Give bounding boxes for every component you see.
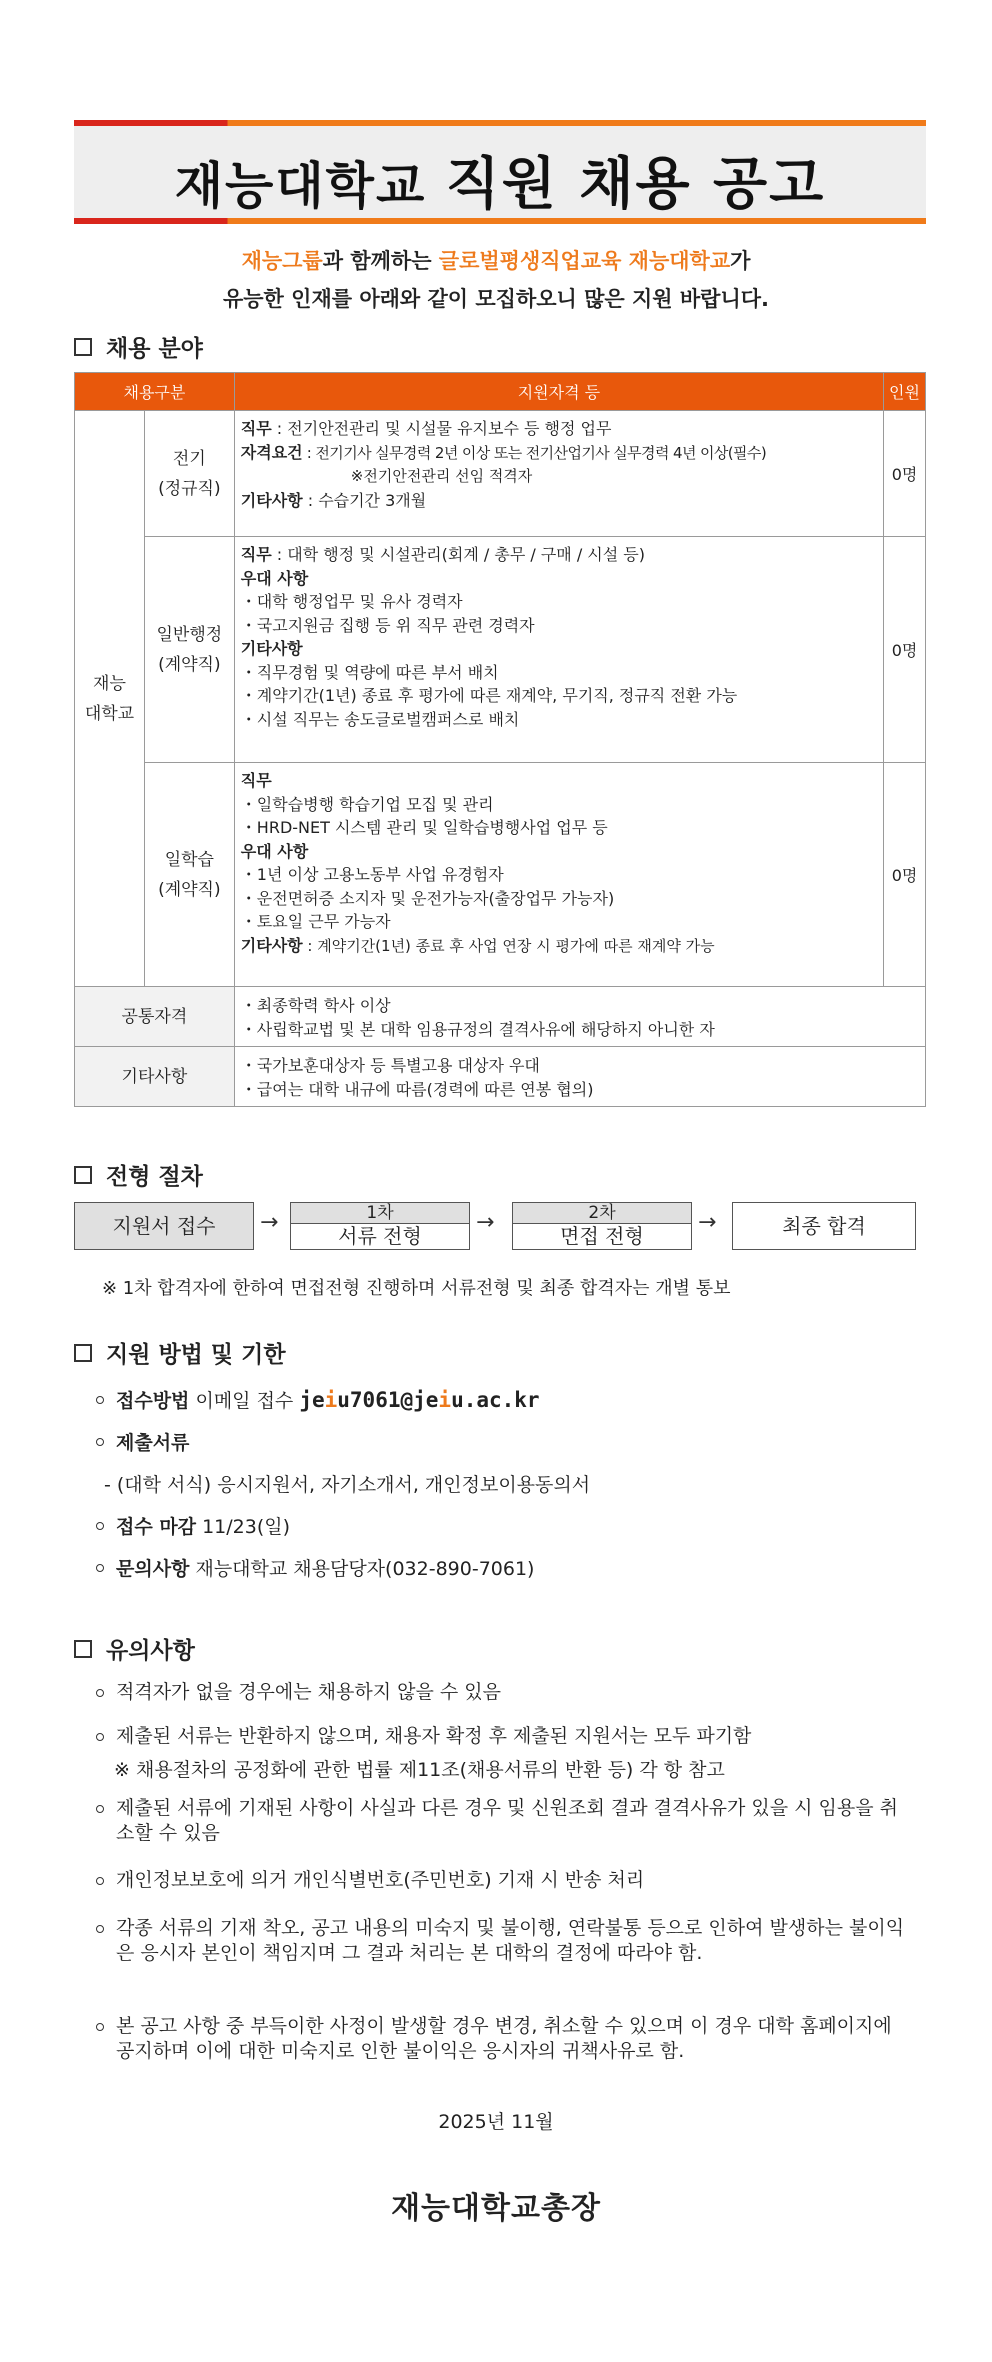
duty-text: : 전기안전관리 및 시설물 유지보수 등 행정 업무 bbox=[271, 419, 612, 438]
circle-bullet-icon bbox=[96, 1438, 104, 1446]
banner-top-bar bbox=[74, 120, 926, 126]
notice-date: 2025년 11월 bbox=[438, 2111, 554, 2133]
req-label: 자격요건 bbox=[240, 442, 303, 462]
step-final: 최종 합격 bbox=[732, 1202, 916, 1250]
duty-item: ・일학습병행 학습기업 모집 및 관리 bbox=[240, 794, 494, 814]
qualification-cell bbox=[234, 537, 883, 763]
intro-school: 글로벌평생직업교육 재능대학교 bbox=[438, 249, 731, 273]
stage-1: 1차 bbox=[290, 1202, 470, 1224]
email-part-b: i bbox=[324, 1388, 338, 1412]
other-item: ・국가보훈대상자 등 특별고용 대상자 우대 bbox=[240, 1056, 540, 1075]
type-line2: (계약직) bbox=[158, 879, 221, 900]
circle-bullet-icon bbox=[96, 1925, 104, 1933]
duty-label: 직무 bbox=[240, 771, 272, 790]
arrow-icon: → bbox=[260, 1210, 279, 1235]
pref-label: 우대 사항 bbox=[240, 841, 309, 861]
duty-item: ・HRD-NET 시스템 관리 및 일학습병행사업 업무 등 bbox=[240, 818, 608, 837]
req-note: ※전기안전관리 선임 적격자 bbox=[350, 467, 533, 485]
duty-label: 직무 bbox=[240, 419, 272, 438]
type-cell bbox=[144, 763, 234, 987]
section-recruit-heading bbox=[74, 330, 203, 363]
etc-item: ・계약기간(1년) 종료 후 평가에 따른 재계약, 무기직, 정규직 전환 가능 bbox=[240, 686, 738, 705]
org-cell bbox=[75, 411, 145, 987]
caution-text: 제출된 서류에 기재된 사항이 사실과 다른 경우 및 신원조회 결과 결격사유가 있을 시 임용을 취소할 수 있음 bbox=[116, 1797, 899, 1844]
etc-label: 기타사항 bbox=[240, 935, 303, 955]
caution-note-text: ※ 채용절차의 공정화에 관한 법률 제11조(채용서류의 반환 등) 각 항 참고 bbox=[114, 1759, 725, 1781]
etc-label: 기타사항 bbox=[240, 490, 303, 510]
table-row bbox=[75, 763, 926, 987]
contact-text: 재능대학교 채용담당자(032-890-7061) bbox=[189, 1558, 535, 1580]
docs-label: 제출서류 bbox=[116, 1432, 190, 1454]
circle-bullet-icon bbox=[96, 1877, 104, 1885]
caution-item bbox=[96, 1916, 916, 1966]
intro-group: 재능그룹 bbox=[241, 249, 323, 273]
method-label: 접수방법 bbox=[116, 1390, 190, 1412]
caution-text: 본 공고 사항 중 부득이한 사정이 발생할 경우 변경, 취소할 수 있으며 이 경우 대학 홈페이지에 공지하며 이에 대한 미숙지로 인한 불이익은 응시자의 귀책사유로 함. bbox=[116, 2015, 892, 2062]
count-cell: 0명 bbox=[884, 763, 926, 987]
caution-item bbox=[96, 1680, 916, 1705]
common-label: 공통자격 bbox=[75, 987, 235, 1047]
circle-bullet-icon bbox=[96, 1689, 104, 1697]
caution-item bbox=[96, 1868, 916, 1893]
pref-item: ・운전면허증 소지자 및 운전가능자(출장업무 가능자) bbox=[240, 888, 615, 908]
pref-item: ・국고지원금 집행 등 위 직무 관련 경력자 bbox=[240, 615, 535, 635]
etc-text: : 수습기간 3개월 bbox=[302, 490, 427, 510]
intro-text-d: 가 bbox=[730, 249, 751, 273]
section-process-label: 전형 절차 bbox=[106, 1164, 203, 1190]
common-cell bbox=[234, 987, 925, 1047]
header-category: 채용구분 bbox=[75, 373, 235, 411]
type-line1: 일반행정 bbox=[156, 624, 223, 645]
circle-bullet-icon bbox=[96, 1522, 104, 1530]
apply-deadline bbox=[96, 1512, 290, 1539]
table-header-row bbox=[75, 373, 926, 411]
section-caution-heading bbox=[74, 1632, 195, 1665]
intro-line2: 유능한 인재를 아래와 같이 모집하오니 많은 지원 바랍니다. bbox=[222, 287, 770, 311]
table-row-other bbox=[75, 1047, 926, 1107]
common-item: ・사립학교법 및 본 대학 임용규정의 결격사유에 해당하지 아니한 자 bbox=[240, 1019, 715, 1039]
req-text: : 전기기사 실무경력 2년 이상 또는 전기산업기사 실무경력 4년 이상(필수) bbox=[302, 443, 767, 462]
common-item: ・최종학력 학사 이상 bbox=[240, 996, 391, 1015]
table-row-common bbox=[75, 987, 926, 1047]
other-item: ・급여는 대학 내규에 따름(경력에 따른 연봉 협의) bbox=[240, 1079, 594, 1099]
header-qualification: 지원자격 등 bbox=[234, 373, 883, 411]
etc-item: ・시설 직무는 송도글로벌캠퍼스로 배치 bbox=[240, 709, 520, 729]
deadline-label: 접수 마감 bbox=[116, 1516, 197, 1538]
etc-text: : 계약기간(1년) 종료 후 사업 연장 시 평가에 따른 재계약 가능 bbox=[302, 936, 715, 955]
square-bullet-icon bbox=[74, 1344, 92, 1362]
contact-label: 문의사항 bbox=[116, 1558, 190, 1580]
type-line2: (정규직) bbox=[158, 478, 221, 499]
stage-2: 2차 bbox=[512, 1202, 692, 1224]
page-title bbox=[74, 140, 926, 220]
type-line2: (계약직) bbox=[158, 654, 221, 675]
step-document: 서류 전형 bbox=[290, 1223, 470, 1250]
type-cell bbox=[144, 537, 234, 763]
square-bullet-icon bbox=[74, 1640, 92, 1658]
caution-item bbox=[96, 2014, 916, 2064]
caution-text: 각종 서류의 기재 착오, 공고 내용의 미숙지 및 불이행, 연락불통 등으로 인하여 발생하는 불이익은 응시자 본인이 책임지며 그 결과 처리는 본 대학의 결정에 따라야 함. bbox=[116, 1917, 905, 1964]
other-cell bbox=[234, 1047, 925, 1107]
caution-item bbox=[96, 1796, 916, 1846]
title-school: 재능대학교 bbox=[174, 157, 427, 215]
section-caution-label: 유의사항 bbox=[106, 1638, 195, 1664]
etc-item: ・직무경험 및 역량에 따른 부서 배치 bbox=[240, 662, 499, 682]
email-address bbox=[299, 1388, 539, 1412]
qualification-cell bbox=[234, 411, 883, 537]
pref-item: ・1년 이상 고용노동부 사업 유경험자 bbox=[240, 865, 504, 884]
type-line1: 전기 bbox=[172, 448, 206, 469]
step-interview: 면접 전형 bbox=[512, 1223, 692, 1250]
email-part-c: u7061@je bbox=[337, 1388, 439, 1412]
title-main: 직원 채용 공고 bbox=[445, 152, 826, 217]
recruit-table bbox=[74, 372, 926, 1107]
signature: 재능대학교총장 bbox=[391, 2191, 601, 2226]
etc-label: 기타사항 bbox=[240, 639, 303, 658]
circle-bullet-icon bbox=[96, 2023, 104, 2031]
deadline-text: 11/23(일) bbox=[196, 1516, 291, 1538]
caution-text: 개인정보보호에 의거 개인식별번호(주민번호) 기재 시 반송 처리 bbox=[116, 1869, 645, 1891]
table-row bbox=[75, 411, 926, 537]
email-part-e: u.ac.kr bbox=[451, 1388, 540, 1412]
org-line2: 대학교 bbox=[84, 703, 135, 724]
apply-contact bbox=[96, 1554, 534, 1581]
email-part-a: je bbox=[299, 1388, 325, 1412]
caution-text: 적격자가 없을 경우에는 채용하지 않을 수 있음 bbox=[116, 1681, 501, 1703]
square-bullet-icon bbox=[74, 338, 92, 356]
duty-text: : 대학 행정 및 시설관리(회계 / 총무 / 구매 / 시설 등) bbox=[271, 545, 646, 564]
circle-bullet-icon bbox=[96, 1733, 104, 1741]
title-banner bbox=[74, 120, 926, 224]
count-cell: 0명 bbox=[884, 537, 926, 763]
circle-bullet-icon bbox=[96, 1805, 104, 1813]
pref-label: 우대 사항 bbox=[240, 568, 309, 588]
section-process-heading bbox=[74, 1158, 203, 1191]
circle-bullet-icon bbox=[96, 1396, 104, 1404]
caution-item bbox=[96, 1724, 916, 1749]
duty-label: 직무 bbox=[240, 545, 272, 564]
arrow-icon: → bbox=[698, 1210, 717, 1235]
circle-bullet-icon bbox=[96, 1564, 104, 1572]
email-part-d: i bbox=[438, 1388, 452, 1412]
pref-item: ・토요일 근무 가능자 bbox=[240, 912, 391, 931]
pref-item: ・대학 행정업무 및 유사 경력자 bbox=[240, 592, 463, 611]
caution-note bbox=[114, 1758, 934, 1783]
header-count: 인원 bbox=[884, 373, 926, 411]
caution-text: 제출된 서류는 반환하지 않으며, 채용자 확정 후 제출된 지원서는 모두 파기함 bbox=[116, 1725, 752, 1747]
step-application: 지원서 접수 bbox=[74, 1202, 254, 1250]
type-line1: 일학습 bbox=[164, 849, 214, 870]
process-note: ※ 1차 합격자에 한하여 면접전형 진행하며 서류전형 및 최종 합격자는 개별 통보 bbox=[102, 1278, 731, 1299]
section-recruit-label: 채용 분야 bbox=[106, 336, 203, 362]
apply-docs bbox=[96, 1428, 189, 1455]
section-apply-label: 지원 방법 및 기한 bbox=[106, 1342, 286, 1368]
square-bullet-icon bbox=[74, 1166, 92, 1184]
section-apply-heading bbox=[74, 1336, 286, 1369]
type-cell bbox=[144, 411, 234, 537]
table-row bbox=[75, 537, 926, 763]
count-cell: 0명 bbox=[884, 411, 926, 537]
apply-docs-text: - (대학 서식) 응시지원서, 자기소개서, 개인정보이용동의서 bbox=[104, 1474, 591, 1496]
method-text: 이메일 접수 bbox=[189, 1390, 300, 1412]
arrow-icon: → bbox=[476, 1210, 495, 1235]
apply-method bbox=[96, 1386, 540, 1413]
other-label: 기타사항 bbox=[75, 1047, 235, 1107]
org-line1: 재능 bbox=[93, 673, 126, 694]
intro-text-b: 과 함께하는 bbox=[322, 249, 439, 273]
intro-text bbox=[0, 242, 992, 318]
qualification-cell bbox=[234, 763, 883, 987]
banner-bottom-bar bbox=[74, 218, 926, 224]
